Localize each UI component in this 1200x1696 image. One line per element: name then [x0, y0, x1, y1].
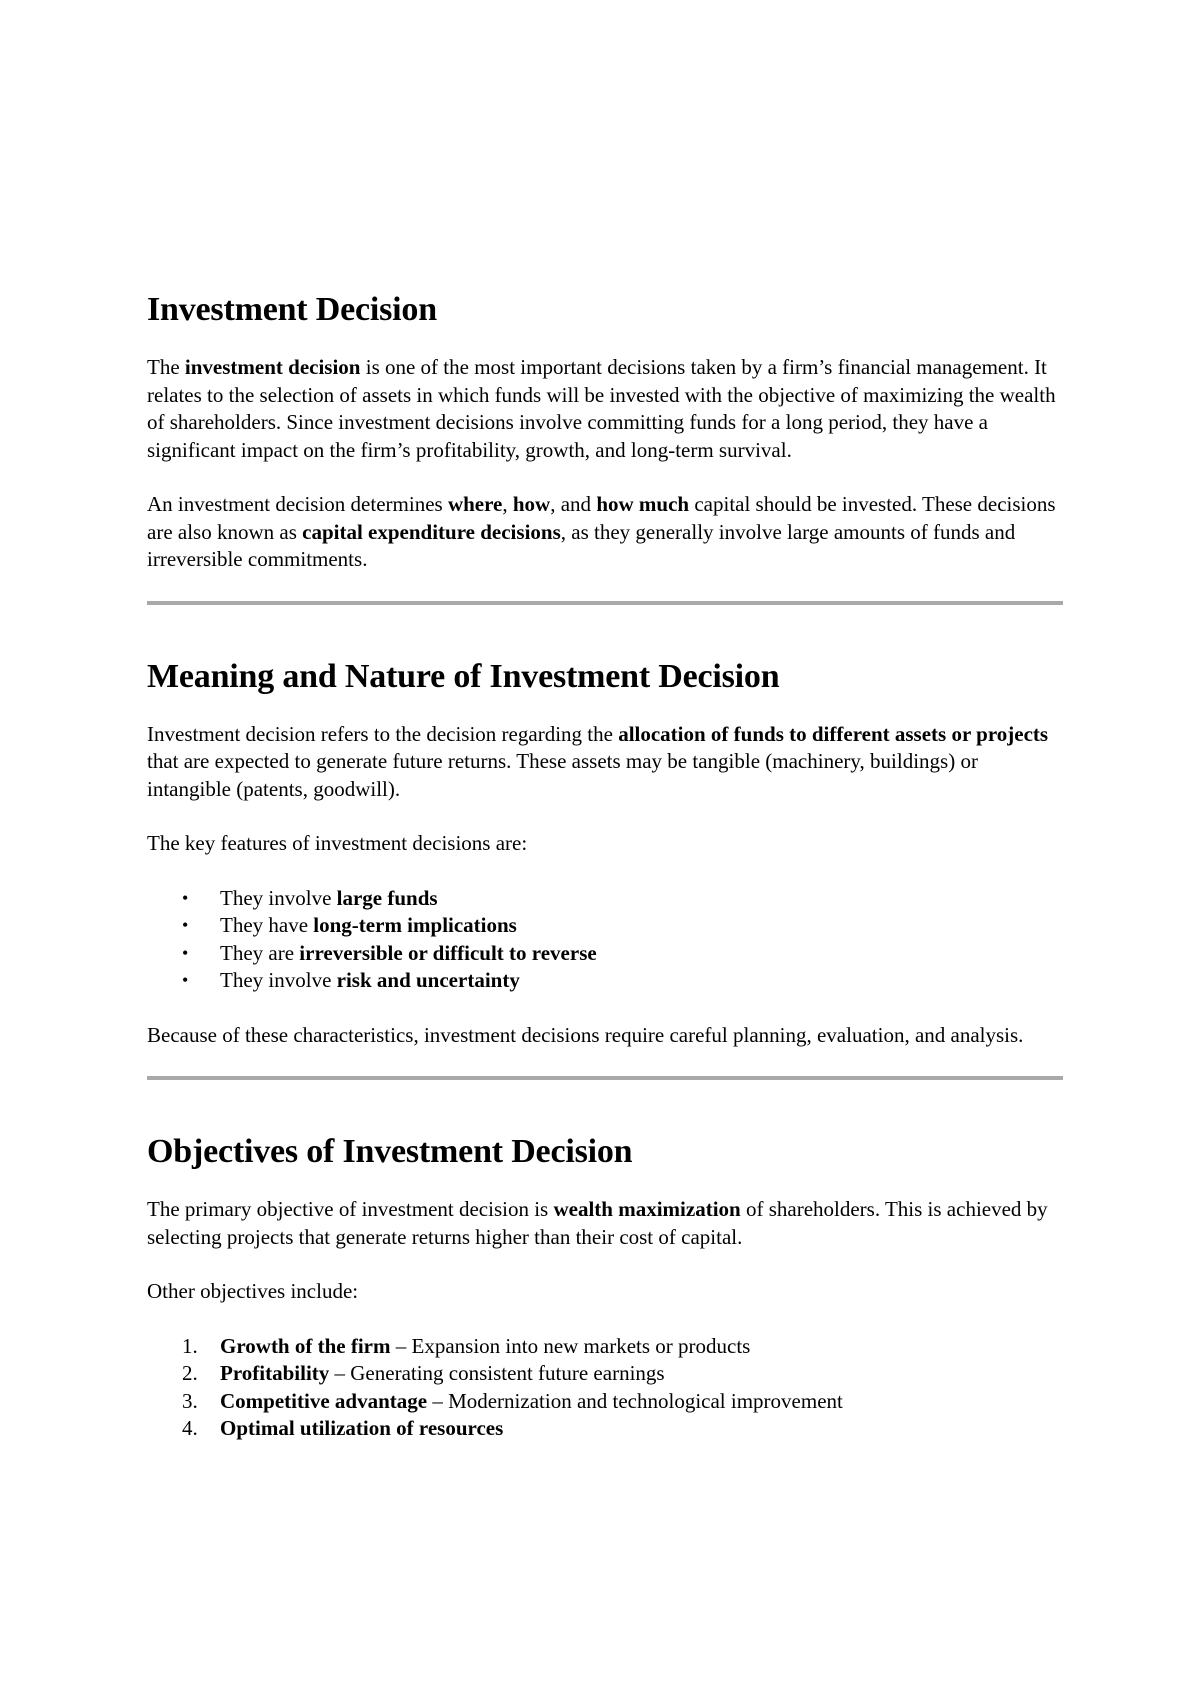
paragraph-primary-objective [147, 1196, 1063, 1251]
bold-term: long-term implications [313, 913, 517, 937]
objectives-list [147, 1333, 1063, 1443]
bold-term: Growth of the firm [220, 1333, 391, 1358]
text-run: – Generating consistent future earnings [329, 1361, 665, 1385]
bullet-icon: • [182, 970, 189, 990]
text-run: The [147, 355, 185, 379]
text-run: They have [220, 913, 314, 937]
paragraph-determines [147, 491, 1063, 574]
bold-term: how [512, 492, 551, 516]
paragraph-intro [147, 354, 1063, 464]
bold-term: capital expenditure decisions [302, 519, 561, 544]
bold-term: Profitability [220, 1361, 330, 1385]
text-run: They involve [220, 968, 337, 992]
list-item [147, 885, 1063, 913]
bold-term: Optimal utilization of resources [220, 1416, 504, 1440]
text-run: They are [220, 940, 300, 965]
text-run: , as they generally involve large amounts of funds and irreversible commitments. [147, 519, 1016, 571]
bullet-icon: • [182, 887, 189, 908]
text-run: – Expansion into new markets or products [390, 1333, 751, 1358]
text-run: Investment decision refers to the decision regarding the [147, 721, 619, 746]
list-number: 1. [182, 1333, 198, 1358]
text-run: The primary objective of investment decision is [147, 1197, 554, 1221]
list-number: 4. [182, 1416, 198, 1440]
text-run: They involve [220, 885, 337, 910]
list-item [147, 1333, 1063, 1361]
paragraph-other-objectives: Other objectives include: [147, 1279, 359, 1303]
text-run: , and [550, 492, 597, 516]
list-item [147, 940, 1063, 968]
list-number: 2. [182, 1361, 198, 1385]
text-run: that are expected to generate future returns. These assets may be tangible (machinery, buildings) or intangible (patents, goodwill). [147, 749, 978, 801]
bold-term: wealth maximization [553, 1197, 741, 1221]
bullet-icon: • [182, 915, 189, 935]
section-divider [147, 1076, 1063, 1080]
bold-term: where [447, 492, 503, 516]
text-run: – Modernization and technological improvement [427, 1388, 843, 1413]
heading-meaning-nature: Meaning and Nature of Investment Decision [147, 657, 780, 695]
bold-term: allocation of funds to different assets or projects [618, 721, 1049, 746]
document-page [147, 290, 1063, 1443]
bold-term: Competitive advantage [220, 1388, 428, 1413]
section-divider [147, 601, 1063, 605]
features-list [147, 885, 1063, 995]
bold-term: investment decision [184, 355, 361, 379]
list-item [147, 1360, 1063, 1388]
paragraph-key-features-intro: The key features of investment decisions are: [147, 831, 528, 855]
text-run: capital should be invested. These decisions are also known as [147, 492, 1056, 544]
text-run: of shareholders. This is achieved by selecting projects that generate returns higher than their cost of capital. [147, 1197, 1048, 1249]
list-item [147, 967, 1063, 995]
list-item [147, 1388, 1063, 1416]
bold-term: irreversible or difficult to reverse [299, 940, 597, 965]
paragraph-characteristics: Because of these characteristics, investment decisions require careful planning, evaluation, and analysis. [147, 1022, 1024, 1047]
list-item [147, 912, 1063, 940]
bullet-icon: • [182, 942, 189, 963]
heading-investment-decision: Investment Decision [147, 291, 437, 328]
text-run: An investment decision determines [147, 492, 448, 516]
text-run: , [502, 492, 513, 516]
heading-objectives: Objectives of Investment Decision [147, 1133, 633, 1170]
paragraph-meaning [147, 721, 1063, 804]
list-item [147, 1415, 1063, 1443]
bold-term: how much [596, 492, 690, 516]
list-number: 3. [182, 1388, 198, 1413]
bold-term: risk and uncertainty [336, 968, 520, 992]
bold-term: large funds [336, 885, 438, 910]
text-run: is one of the most important decisions taken by a firm’s financial management. It relates to the selection of assets in which funds will be invested with the objective of maximizing the wealth of shareholders. Since investment decisions involve committing funds for a long period, they have a significant impact on the firm’s profitability, growth, and long-term survival. [147, 355, 1056, 462]
